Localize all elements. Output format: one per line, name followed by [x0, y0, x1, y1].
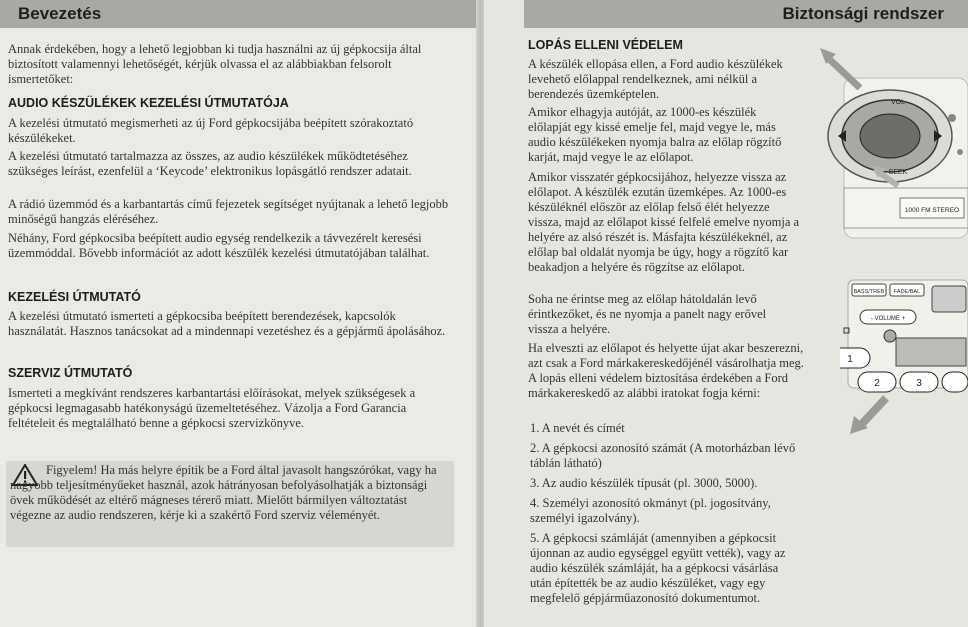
- radio-preset-illustration: [840, 278, 968, 438]
- list-item: 4. Személyi azonosító okmányt (pl. jogosítvány, személyi igazolvány).: [530, 496, 771, 525]
- list-item: 5. A gépkocsi számláját (amennyiben a gépkocsit újonnan az audio egységgel együtt vették), vagy az audio készülék számláját, ha a gépkocsi vásárlása után építették be az audio készüléket, vagy egy megfelelő gépjárműazonosító dokumentumot.: [530, 531, 786, 605]
- anti-theft-p2: Amikor elhagyja autóját, az 1000-es készülék előlapját egy kissé emelje fel, majd vegye le, más audio készülékeken nyomja balra az előlap rögzítő karját, majd vegye le az előlapot.: [528, 105, 782, 164]
- intro-paragraph: Annak érdekében, hogy a lehető legjobban ki tudja használni az új gépkocsija által biztosított valamennyi lehetőségét, kérjük olvassa el az alábbiakban felsorolt ismertetőket:: [8, 42, 422, 86]
- left-page-title: Bevezetés: [18, 4, 102, 23]
- warning-text: Figyelem! Ha más helyre építik be a Ford által javasolt hangszórókat, vagy ha nagyobb teljesítményűeket használ, azok hátrányosan befolyásolhatják a biztonsági övek működését az eltérő mágneses térerő miatt. Mielőtt bármilyen változtatást végezne az audio rendszeren, kérje ki a szakértő Ford szerviz véleményét.: [10, 463, 437, 522]
- list-item: 2. A gépkocsi azonosító számát (A motorházban lévő táblán látható): [530, 441, 796, 470]
- section-title-user-manual: KEZELÉSI ÚTMUTATÓ: [8, 290, 141, 304]
- seek-label: SEEK: [888, 169, 908, 176]
- user-manual-p1: A kezelési útmutató ismerteti a gépkocsiba beépített berendezések, kapcsolók használatát. Hasznos tanácsokat ad a mindennapi vezetéshez és a gépjármű ápolásához.: [8, 309, 446, 338]
- audio-manual-p4: Néhány, Ford gépkocsiba beépített audio egység rendelkezik a távvezérelt keresési üzemmóddal. Bővebb információt az adott készülék kezelési útmutatójában találhat.: [8, 231, 430, 260]
- anti-theft-p1: A készülék ellopása ellen, a Ford audio készülékek levehető előlappal rendelkeznek, ami nélkül a berendezés üzemképtelen.: [528, 57, 783, 101]
- preset-3-label: 3: [916, 378, 922, 389]
- radio-1000-illustration: [820, 48, 968, 240]
- radio-model-label: 1000 FM STEREO: [904, 207, 960, 214]
- fade-bal-label: FADE/BAL: [893, 289, 921, 295]
- anti-theft-p3: Amikor visszatér gépkocsijához, helyezze vissza az előlapot. A készülék ezután üzemképes. Az 1000-es készüléknél először az előlap felső élét helyezze vissza, majd az előlapot kissé felfelé emelve nyomja a helyére az alsó részét is. Másfajta készülékeknél, az előlap bal oldalát nyomja be úgy, hogy a rögzítő kar beakadjon a helyére és rögzítse az előlapot.: [528, 170, 800, 274]
- preset-2-label: 2: [874, 378, 880, 389]
- section-title-anti-theft: LOPÁS ELLENI VÉDELEM: [528, 38, 683, 52]
- right-page: [484, 0, 968, 627]
- bass-treb-label: BASS/TREB: [853, 289, 885, 295]
- right-page-title: Biztonsági rendszer: [782, 4, 944, 23]
- section-title-service-guide: SZERVIZ ÚTMUTATÓ: [8, 366, 133, 380]
- service-guide-p1: Ismerteti a megkívánt rendszeres karbantartási előírásokat, melyek szükségesek a gépkocsi legmagasabb hatékonyságú üzemeltetéséhez. Vázolja a Ford Garancia feltételeit és megtalálható benne a gépkocsi szervizkönyve.: [8, 386, 416, 430]
- left-page: [0, 0, 478, 627]
- volume-label: - VOLUME +: [870, 316, 906, 322]
- vol-label: VOL: [890, 99, 906, 106]
- section-title-audio-manual: AUDIO KÉSZÜLÉKEK KEZELÉSI ÚTMUTATÓJA: [8, 96, 289, 110]
- audio-manual-p1: A kezelési útmutató megismerheti az új Ford gépkocsijába beépített szórakoztató készülékeket.: [8, 116, 414, 145]
- audio-manual-p3: A rádió üzemmód és a karbantartás című fejezetek segítséget nyújtanak a lehető legjobb minőségű hangzás eléréséhez.: [8, 197, 449, 226]
- list-item: 1. A nevét és címét: [530, 421, 625, 435]
- audio-manual-p2: A kezelési útmutató tartalmazza az összes, az audio készülékek működtetéséhez szükséges leírást, ezenfelül a ‘Keycode’ elektronikus lopásgátló rendszer adatait.: [8, 149, 412, 178]
- preset-1-label: 1: [847, 354, 853, 365]
- anti-theft-p4: Soha ne érintse meg az előlap hátoldalán levő érintkezőket, és ne nyomja a panelt nagy erővel vissza a helyére.: [528, 292, 767, 336]
- anti-theft-p5: Ha elveszti az előlapot és helyette újat akar beszerezni, azt csak a Ford márkakereskedőjénél vásárolhatja meg. A lopás elleni védelem biztosítása érdekében a Ford márkakereskedő az alábbi iratokat fogja kérni:: [528, 341, 804, 400]
- list-item: 3. Az audio készülék típusát (pl. 3000, 5000).: [530, 476, 758, 490]
